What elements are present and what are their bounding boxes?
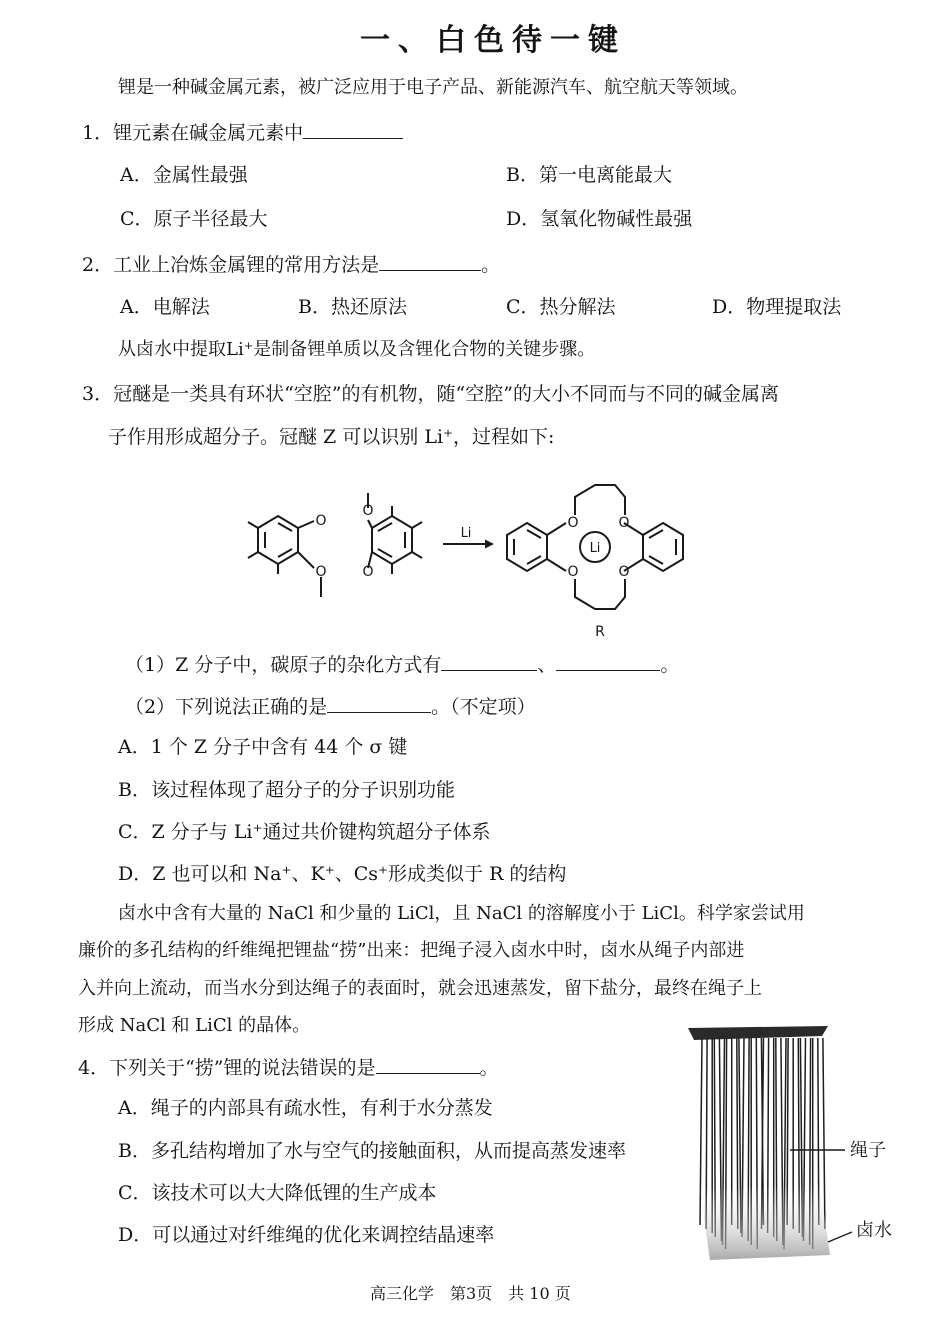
q1-option-a: A．金属性最强 [120, 164, 248, 186]
q3-option-b: B．该过程体现了超分子的分子识别功能 [118, 779, 455, 801]
question-3-sub-2 [125, 696, 536, 717]
answer-blank[interactable] [327, 696, 431, 713]
passage-line-4: 形成 NaCl 和 LiCl 的晶体。 [78, 1015, 311, 1036]
sub-1-separator: 、 [537, 654, 557, 676]
rope-strand [823, 1038, 825, 1229]
lithium-center-label: Li [589, 541, 601, 556]
answer-blank[interactable] [441, 654, 537, 671]
passage-line-2: 廉价的多孔结构的纤维绳把锂盐“捞”出来：把绳子浸入卤水中时，卤水从绳子内部进 [78, 940, 745, 961]
svg-text:O: O [567, 515, 579, 531]
q2-option-c: C．热分解法 [506, 296, 616, 318]
question-3-line-2: 子作用形成超分子。冠醚 Z 可以识别 Li⁺，过程如下: [108, 426, 555, 448]
q1-option-c: C．原子半径最大 [120, 208, 268, 230]
answer-blank[interactable] [376, 1057, 480, 1074]
q1-option-b: B．第一电离能最大 [506, 164, 672, 186]
q2-option-a: A．电解法 [120, 296, 210, 318]
q3-option-a: A．1 个 Z 分子中含有 44 个 σ 键 [118, 736, 408, 758]
answer-blank[interactable] [303, 122, 403, 139]
q4-option-c: C．该技术可以大大降低锂的生产成本 [118, 1182, 437, 1204]
q3-option-d: D．Z 也可以和 Na⁺、K⁺、Cs⁺形成类似于 R 的结构 [118, 863, 567, 885]
question-1-stem: 1．锂元素在碱金属元素中 [82, 122, 304, 144]
svg-text:O: O [362, 564, 374, 580]
q4-option-b: B．多孔结构增加了水与空气的接触面积，从而提高蒸发速率 [118, 1140, 626, 1162]
intro-text-2: 从卤水中提取Li⁺是制备锂单质以及含锂化合物的关键步骤。 [118, 339, 596, 360]
question-4 [78, 1057, 499, 1078]
question-3-sub-1 [125, 654, 679, 675]
svg-text:O: O [315, 513, 327, 529]
q2-option-b: B．热还原法 [298, 296, 407, 318]
q3-option-c: C．Z 分子与 Li⁺通过共价键构筑超分子体系 [118, 821, 491, 843]
rope-brine-figure [680, 1020, 930, 1275]
sub-2-prefix: （2）下列说法正确的是 [125, 696, 328, 718]
question-2 [82, 254, 500, 275]
reaction-scheme [230, 475, 710, 645]
question-4-stem: 4．下列关于“捞”锂的说法错误的是 [78, 1057, 376, 1079]
q1-option-d: D．氢氧化物碱性最强 [506, 208, 693, 230]
svg-text:O: O [315, 564, 327, 580]
q2-option-d: D．物理提取法 [712, 296, 842, 318]
svg-text:O: O [567, 564, 579, 580]
question-1 [82, 122, 403, 143]
section-title: 一、白色待一键 [360, 23, 626, 58]
q4-option-d: D．可以通过对纤维绳的优化来调控结晶速率 [118, 1224, 495, 1246]
sub-2-tail: 。（不定项） [431, 696, 536, 718]
question-4-tail: 。 [479, 1057, 499, 1079]
q4-option-a: A．绳子的内部具有疏水性，有利于水分蒸发 [118, 1097, 493, 1119]
intro-text: 锂是一种碱金属元素，被广泛应用于电子产品、新能源汽车、航空航天等领域。 [118, 77, 748, 98]
svg-text:O: O [618, 564, 630, 580]
question-2-tail: 。 [481, 254, 501, 276]
sub-1-tail: 。 [660, 654, 680, 676]
product-label: R [595, 624, 605, 640]
sub-1-prefix: （1）Z 分子中，碳原子的杂化方式有 [125, 654, 442, 676]
arrow-reagent-label: Li [460, 526, 472, 541]
passage-line-3: 入并向上流动，而当水分到达绳子的表面时，就会迅速蒸发，留下盐分，最终在绳子上 [78, 978, 762, 999]
answer-blank[interactable] [556, 654, 660, 671]
question-3-line-1: 3．冠醚是一类具有环状“空腔”的有机物，随“空腔”的大小不同而与不同的碱金属离 [82, 383, 779, 405]
svg-text:O: O [362, 503, 374, 519]
brine-label: 卤水 [856, 1220, 892, 1240]
rope-label: 绳子 [850, 1140, 886, 1160]
question-2-stem: 2．工业上冶炼金属锂的常用方法是 [82, 254, 380, 276]
passage-line-1: 卤水中含有大量的 NaCl 和少量的 LiCl，且 NaCl 的溶解度小于 LiCl。科学家尝试用 [118, 903, 805, 924]
svg-text:O: O [618, 515, 630, 531]
page-footer: 高三化学 第3页 共 10 页 [370, 1284, 571, 1303]
answer-blank[interactable] [379, 254, 481, 271]
